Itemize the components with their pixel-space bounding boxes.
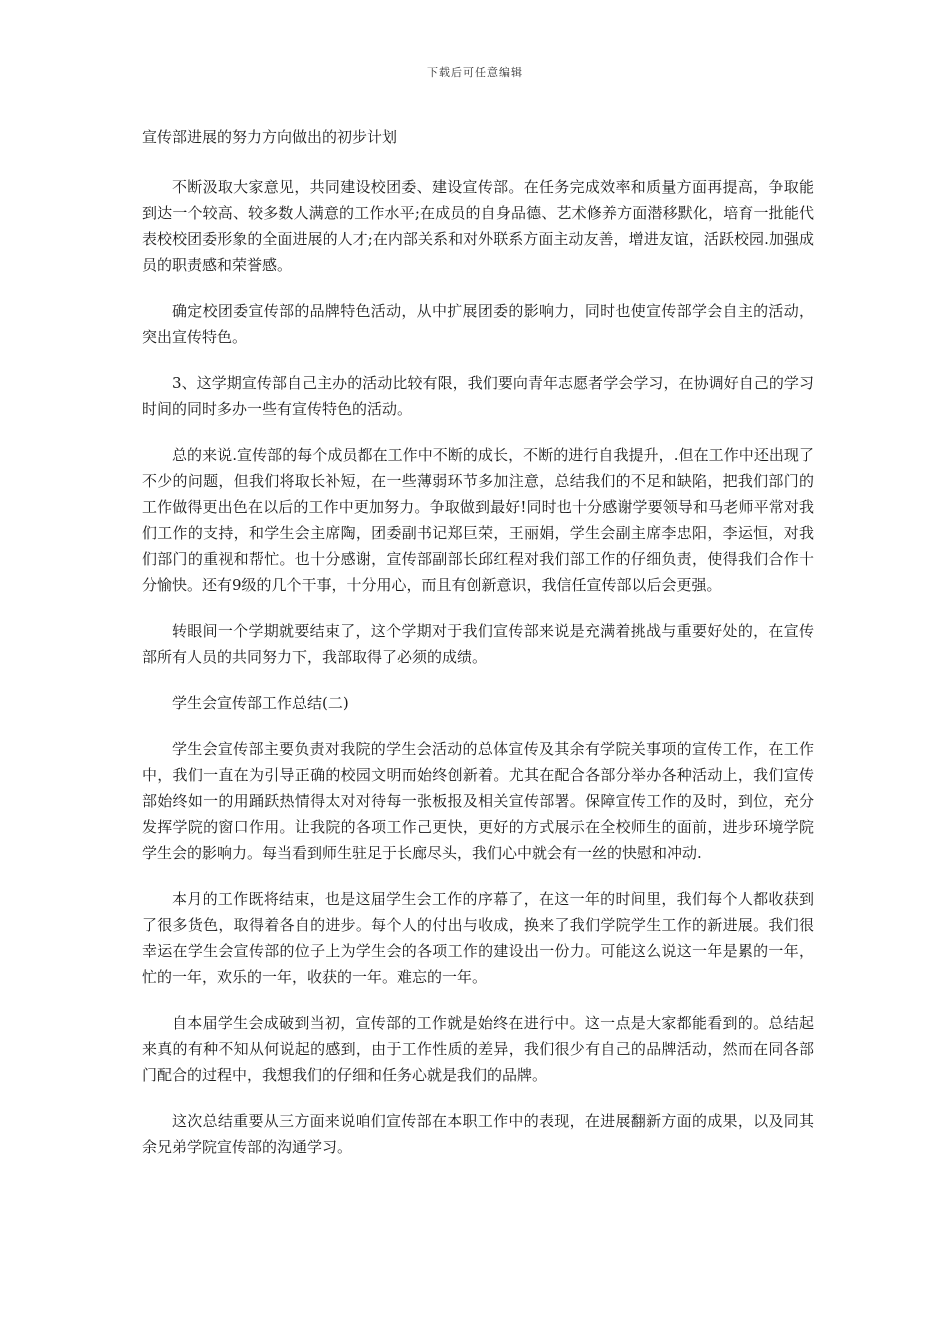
paragraph: 3、这学期宣传部自己主办的活动比较有限，我们要向青年志愿者学会学习，在协调好自己的学习时间的同时多办一些有宣传特色的活动。 [142,374,814,418]
document-title: 宣传部进展的努力方向做出的初步计划 [142,128,398,146]
section-heading: 学生会宣传部工作总结(二) [172,694,349,712]
header-note: 下载后可任意编辑 [427,66,523,79]
paragraph: 学生会宣传部主要负责对我院的学生会活动的总体宣传及其余有学院关事项的宣传工作，在工作中，我们一直在为引导正确的校园文明而始终创新着。尤其在配合各部分举办各种活动上，我们宣传部始终如一的用踊跃热情得太对对待每一张板报及相关宣传部署。保障宣传工作的及时，到位，充分发挥学院的窗口作用。让我院的各项工作己更快，更好的方式展示在全校师生的面前，进步环境学院学生会的影响力。每当看到师生驻足于长廊尽头，我们心中就会有一丝的快慰和冲动. [142,740,814,862]
paragraph: 自本届学生会成破到当初，宣传部的工作就是始终在进行中。这一点是大家都能看到的。总结起来真的有种不知从何说起的感到，由于工作性质的差异，我们很少有自己的品牌活动，然而在同各部门配合的过程中，我想我们的仔细和任务心就是我们的品牌。 [142,1014,814,1084]
paragraph: 这次总结重要从三方面来说咱们宣传部在本职工作中的表现，在进展翻新方面的成果，以及同其余兄弟学院宣传部的沟通学习。 [142,1112,814,1156]
paragraph: 确定校团委宣传部的品牌特色活动，从中扩展团委的影响力，同时也使宣传部学会自主的活动，突出宣传特色。 [142,302,814,346]
paragraph: 总的来说.宣传部的每个成员都在工作中不断的成长，不断的进行自我提升，.但在工作中还出现了不少的问题，但我们将取长补短，在一些薄弱环节多加注意，总结我们的不足和缺陷，把我们部门的工作做得更出色在以后的工作中更加努力。争取做到最好!同时也十分感谢学要领导和马老师平常对我们工作的支持，和学生会主席陶，团委副书记郑巨荣，王丽娟，学生会副主席李忠阳，李运恒，对我们部门的重视和帮忙。也十分感谢，宣传部副部长邱红程对我们部工作的仔细负责，使得我们合作十分愉快。还有9级的几个干事，十分用心，而且有创新意识，我信任宣传部以后会更强。 [142,446,814,594]
paragraph: 本月的工作既将结束，也是这届学生会工作的序幕了，在这一年的时间里，我们每个人都收获到了很多货色，取得着各自的进步。每个人的付出与收成，换来了我们学院学生工作的新进展。我们很幸运在学生会宣传部的位子上为学生会的各项工作的建设出一份力。可能这么说这一年是累的一年，忙的一年，欢乐的一年，收获的一年。难忘的一年。 [142,890,814,986]
document-body [142,124,814,1180]
paragraph: 转眼间一个学期就要结束了，这个学期对于我们宣传部来说是充满着挑战与重要好处的，在宣传部所有人员的共同努力下，我部取得了必须的成绩。 [142,622,814,666]
paragraph: 不断汲取大家意见，共同建设校团委、建设宣传部。在任务完成效率和质量方面再提高，争取能到达一个较高、较多数人满意的工作水平;在成员的自身品德、艺术修养方面潜移默化，培育一批能代表校校团委形象的全面进展的人才;在内部关系和对外联系方面主动友善，增进友谊，活跃校园.加强成员的职责感和荣誉感。 [142,178,814,274]
